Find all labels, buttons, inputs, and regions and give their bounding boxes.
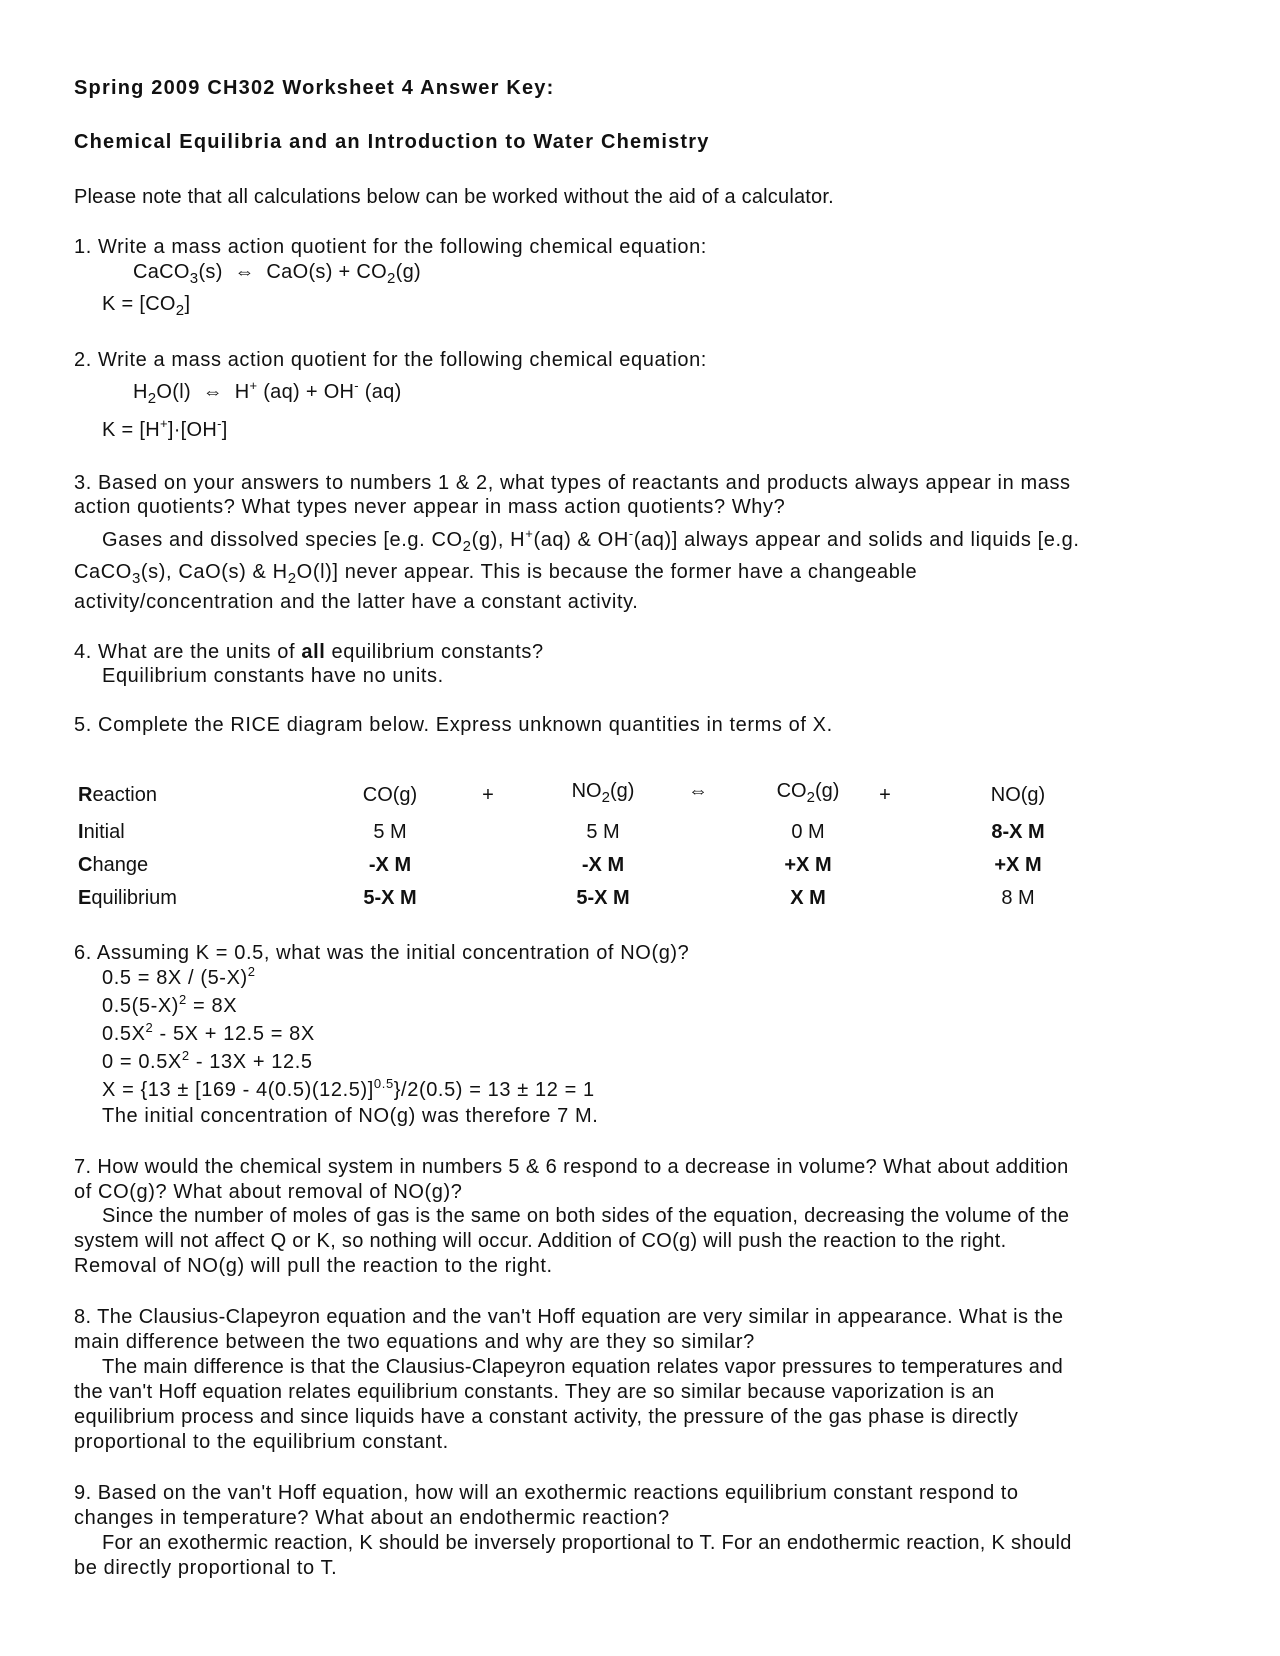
q6-conclusion: The initial concentration of NO(g) was therefore 7 M. [102, 1105, 599, 1127]
q3-answer-line2: CaCO$_3$(s), CaO(s) & $H_2O(l)$] never appear. This is because the former have a changeable [74, 561, 918, 587]
rice-cell: 8 M [1001, 887, 1035, 909]
rice-label-change: Change [78, 854, 149, 876]
q1-answer: $K = [CO_2]$ [102, 293, 191, 319]
rice-cell: +X M [994, 854, 1042, 876]
rice-cell: 8-X M [991, 821, 1045, 843]
q8-answer-line3: equilibrium process and since liquids have a constant activity, the pressure of the gas phase is directly [74, 1406, 1019, 1428]
rice-row-equilibrium [78, 886, 1228, 912]
rice-cell: +X M [784, 854, 832, 876]
q4-question: 4. What are the units of all equilibrium constants? [74, 641, 544, 663]
rice-header-no2: $NO_2(g)$ [571, 780, 635, 806]
rice-cell: 5 M [586, 821, 620, 843]
q6-step5: X = {13 ± [169 - 4(0.5)(12.5)]$^{0.5}$}/2(0.5) = 13 ± 12 = 1 [102, 1076, 595, 1101]
rice-cell: 5-X M [576, 887, 630, 909]
q7-answer-line1: Since the number of moles of gas is the same on both sides of the equation, decreasing the volume of the [102, 1205, 1070, 1227]
q6-step3: $0.5X^2 - 5X + 12.5 = 8X$ [102, 1020, 315, 1045]
rice-header-plus2: + [879, 784, 891, 806]
q7-question-line1: 7. How would the chemical system in numbers 5 & 6 respond to a decrease in volume? What about addition [74, 1156, 1069, 1178]
q9-question-line1: 9. Based on the van't Hoff equation, how will an exothermic reactions equilibrium constant respond to [74, 1482, 1019, 1504]
rice-label-equilibrium: Equilibrium [78, 887, 177, 909]
q9-question-line2: changes in temperature? What about an endothermic reaction? [74, 1507, 670, 1529]
worksheet-title: Spring 2009 CH302 Worksheet 4 Answer Key: [74, 77, 555, 99]
q8-answer-line4: proportional to the equilibrium constant. [74, 1431, 449, 1453]
q5-question: 5. Complete the RICE diagram below. Express unknown quantities in terms of X. [74, 714, 833, 736]
rice-header-no: NO(g) [990, 784, 1046, 806]
q7-answer-line2: system will not affect Q or K, so nothing will occur. Addition of CO(g) will push the reaction to the right. [74, 1230, 1007, 1252]
q9-answer-line2: be directly proportional to T. [74, 1557, 338, 1579]
q1-question: 1. Write a mass action quotient for the following chemical equation: [74, 236, 707, 258]
rice-header-row [78, 780, 1228, 809]
rice-cell: -X M [368, 854, 412, 876]
q8-question-line2: main difference between the two equations and why are they so similar? [74, 1331, 755, 1353]
rice-label-initial: Initial [78, 821, 125, 843]
rice-cell: X M [790, 887, 826, 909]
q7-question-line2: of CO(g)? What about removal of NO(g)? [74, 1181, 463, 1203]
q6-step4: $0 = 0.5X^2 - 13X + 12.5$ [102, 1048, 313, 1073]
q1-equation: CaCO$_3$(s) ⇔ $CaO(s) + CO_2(g)$ [133, 261, 421, 287]
rice-header-co2: $CO_2(g)$ [776, 780, 840, 806]
q6-step2: $0.5(5-X)^2 = 8X$ [102, 992, 238, 1017]
q3-question-line1: 3. Based on your answers to numbers 1 & 2, what types of reactants and products always appear in mass [74, 472, 1071, 494]
calculator-note: Please note that all calculations below can be worked without the aid of a calculator. [74, 186, 834, 208]
q6-question: 6. Assuming K = 0.5, what was the initial concentration of NO(g)? [74, 942, 690, 964]
q3-answer-line1: Gases and dissolved species [e.g. $CO_2(g)$, H+(aq) & OH-(aq)] always appear and solids and liquids [e.g. [102, 526, 1080, 555]
q7-answer-line3: Removal of NO(g) will pull the reaction to the right. [74, 1255, 553, 1277]
rice-cell: 5 M [373, 821, 407, 843]
q6-step1: $0.5 = 8X / (5-X)^2$ [102, 964, 256, 989]
rice-cell: -X M [581, 854, 625, 876]
rice-header-plus1: + [482, 784, 494, 806]
rice-header-arrow: ⇔ [688, 780, 708, 802]
rice-row-initial [78, 820, 1228, 846]
rice-cell: 5-X M [363, 887, 417, 909]
rice-header-co: CO(g) [362, 784, 418, 806]
rice-label-reaction: Reaction [78, 784, 157, 806]
q8-answer-line1: The main difference is that the Clausius-Clapeyron equation relates vapor pressures to temperatures and [102, 1356, 1064, 1378]
q3-answer-line3: activity/concentration and the latter have a constant activity. [74, 591, 639, 613]
worksheet-subtitle: Chemical Equilibria and an Introduction to Water Chemistry [74, 131, 710, 153]
q8-question-line1: 8. The Clausius-Clapeyron equation and the van't Hoff equation are very similar in appearance. What is the [74, 1306, 1064, 1328]
q2-equation: $H_2O(l)$ ⇔ H+ (aq) + OH- (aq) [133, 378, 402, 407]
q2-question: 2. Write a mass action quotient for the following chemical equation: [74, 349, 707, 371]
q2-answer: K = [H+]·[OH-] [102, 416, 228, 441]
q3-question-line2: action quotients? What types never appear in mass action quotients? Why? [74, 496, 786, 518]
rice-row-change [78, 853, 1228, 879]
q9-answer-line1: For an exothermic reaction, K should be inversely proportional to T. For an endothermic reaction, K should [102, 1532, 1072, 1554]
q4-answer: Equilibrium constants have no units. [102, 665, 444, 687]
rice-cell: 0 M [791, 821, 825, 843]
q8-answer-line2: the van't Hoff equation relates equilibrium constants. They are so similar because vaporization is an [74, 1381, 995, 1403]
